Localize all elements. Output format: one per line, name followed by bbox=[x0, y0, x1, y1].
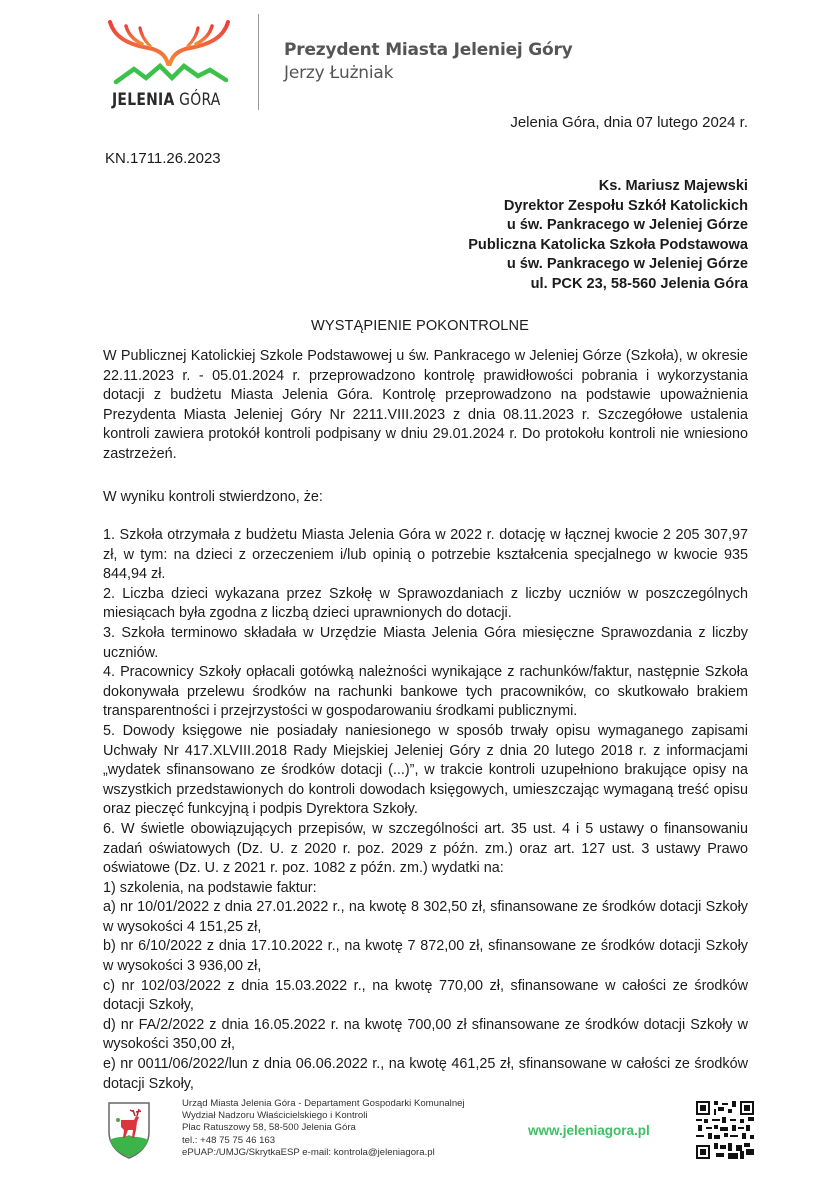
reference-number: KN.1711.26.2023 bbox=[105, 150, 221, 167]
recipient-line: u św. Pankracego w Jeleniej Górze bbox=[506, 217, 748, 234]
header-divider bbox=[258, 14, 259, 110]
footer-contact bbox=[182, 1098, 465, 1159]
intro-text: W Publicznej Katolickiej Szkole Podstawowej u św. Pankracego w Jeleniej Górze (Szkoła), w okresie 22.11.2023 r. - 05.01.2024 r. przeprowadzono kontrolę prawidłowości pobrania i wykorzystania dotacji z budżetu Miasta Jelenia Góra. Kontrolę przeprowadzono na podstawie upoważnienia Prezydenta Miasta Jeleniej Góry Nr 2211.VIII.2023 z dnia 08.11.2023 r. Szczegółowe ustalenia kontroli zawiera protokół kontroli podpisany w dniu 29.01.2024 r. Do protokołu kontroli nie wniesiono zastrzeżeń. bbox=[103, 348, 748, 462]
logo-text-bold: JELENIA bbox=[112, 90, 175, 110]
finding-subitem: c) nr 102/03/2022 z dnia 15.03.2022 r., na kwotę 770,00 zł, sfinansowane w całości ze środków dotacji Szkoły, bbox=[103, 977, 748, 1014]
finding-item: 6. W świetle obowiązujących przepisów, w szczególności art. 35 ust. 4 i 5 ustawy o finansowaniu zadań oświatowych (Dz. U. z 2020 r. poz. 2029 z późn. zm.) oraz art. 127 ust. 3 ustawy Prawo oświatowe (Dz. U. z 2021 r. poz. 1082 z późn. zm.) wydatki na: bbox=[103, 820, 748, 877]
findings-lead-text: W wyniku kontroli stwierdzono, że: bbox=[103, 489, 323, 505]
antlers-mountains-icon bbox=[104, 18, 234, 88]
finding-subitem: a) nr 10/01/2022 z dnia 27.01.2022 r., na kwotę 8 302,50 zł, sfinansowane ze środków dotacji Szkoły w wysokości 4 151,25 zł, bbox=[103, 899, 748, 935]
finding-subitem: d) nr FA/2/2022 z dnia 16.05.2022 r. na kwotę 700,00 zł sfinansowane ze środków dotacji Szkoły w wysokości 350,00 zł, bbox=[103, 1016, 748, 1053]
recipient-line: ul. PCK 23, 58-560 Jelenia Góra bbox=[530, 275, 748, 292]
footer-line: Plac Ratuszowy 58, 58-500 Jelenia Góra bbox=[182, 1122, 356, 1134]
finding-item: 2. Liczba dzieci wykazana przez Szkołę w Sprawozdaniach z liczby uczniów w poszczególnych miesiącach była zgodna z liczbą dzieci uprawnionych do dotacji. bbox=[103, 585, 748, 622]
footer-line: tel.: +48 75 75 46 163 bbox=[182, 1134, 276, 1146]
recipient-line: Ks. Mariusz Majewski bbox=[598, 178, 748, 194]
date-line: Jelenia Góra, dnia 07 lutego 2024 r. bbox=[510, 114, 748, 131]
logo-wordmark bbox=[112, 90, 221, 110]
findings-list bbox=[103, 526, 748, 1094]
office-title: Prezydent Miasta Jeleniej Góry bbox=[284, 40, 573, 60]
finding-item: 4. Pracownicy Szkoły opłacali gotówką należności wynikające z rachunków/faktur, następnie Szkoła dokonywała przelewu środków na rachunki bankowe tych pracowników, co skutkowało brakiem transparentności i przejrzystości w gospodarowaniu środkami publicznymi. bbox=[103, 664, 748, 720]
finding-item: 1. Szkoła otrzymała z budżetu Miasta Jelenia Góra w 2022 r. dotację w łącznej kwocie 2 205 307,97 zł, w tym: na dzieci z orzeczeniem i/lub opinią o potrzebie kształcenia specjalnego w kwocie 935 844,94 zł. bbox=[103, 527, 748, 583]
intro-paragraph bbox=[103, 347, 748, 465]
logo-text-light: GÓRA bbox=[179, 90, 221, 110]
city-logo bbox=[104, 18, 234, 118]
finding-subitem: b) nr 6/10/2022 z dnia 17.10.2022 r., na kwotę 7 872,00 zł, sfinansowane ze środków dotacji Szkoły w wysokości 3 936,00 zł, bbox=[103, 938, 748, 975]
finding-subitem: e) nr 0011/06/2022/lun z dnia 06.06.2022 r., na kwotę 461,25 zł, sfinansowane w całości ze środków dotacji Szkoły, bbox=[103, 1056, 748, 1092]
footer-line: ePUAP:/UMJG/SkrytkaESP e-mail: kontrola@jeleniagora.pl bbox=[182, 1146, 435, 1158]
recipient-line: Publiczna Katolicka Szkoła Podstawowa bbox=[468, 236, 748, 253]
footer-line: Wydział Nadzoru Właścicielskiego i Kontroli bbox=[182, 1110, 368, 1122]
finding-subitem: 1) szkolenia, na podstawie faktur: bbox=[103, 879, 317, 896]
finding-item: 5. Dowody księgowe nie posiadały naniesionego w sposób trwały opisu wymaganego zapisami Uchwały Nr 417.XLVIII.2018 Rady Miejskiej Jeleniej Góry z dnia 20 lutego 2018 r. z informacjami „wydatek sfinansowano ze środków dotacji (...)”, w trakcie kontroli uzupełniono brakujące opisy na wszystkich przedstawionych do kontroli dowodach księgowych, umieszczając wymaganą treść opisu oraz pieczęć funkcyjną i podpis Dyrektora Szkoły. bbox=[103, 722, 748, 818]
document-title: WYSTĄPIENIE POKONTROLNE bbox=[311, 318, 529, 334]
recipient-block bbox=[468, 177, 748, 295]
recipient-line: u św. Pankracego w Jeleniej Górze bbox=[506, 256, 748, 273]
recipient-line: Dyrektor Zespołu Szkół Katolickich bbox=[503, 197, 748, 214]
footer-line: Urząd Miasta Jelenia Góra - Departament Gospodarki Komunalnej bbox=[182, 1098, 465, 1109]
finding-item: 3. Szkoła terminowo składała w Urzędzie Miasta Jelenia Góra miesięczne Sprawozdania z liczby uczniów. bbox=[103, 624, 748, 661]
findings-lead bbox=[103, 488, 748, 508]
office-person: Jerzy Łużniak bbox=[284, 63, 394, 83]
qr-code-icon bbox=[696, 1101, 754, 1159]
website-link[interactable]: www.jeleniagora.pl bbox=[528, 1123, 650, 1138]
city-crest-icon bbox=[106, 1100, 152, 1160]
